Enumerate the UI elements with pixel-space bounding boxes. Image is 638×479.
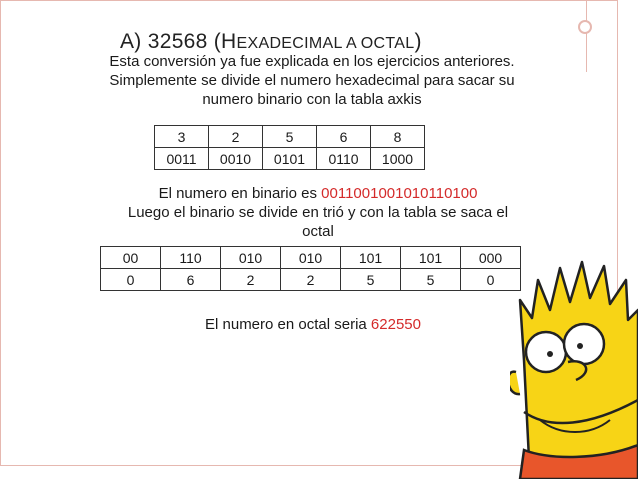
slide-title <box>120 30 422 54</box>
table-cell: 3 <box>155 126 209 148</box>
table-cell: 0110 <box>317 148 371 170</box>
split-line-1: Luego el binario se divide en trió y con la tabla se saca el <box>127 204 509 221</box>
hex-to-binary-table <box>154 125 425 170</box>
table-cell: 0 <box>461 269 521 291</box>
table-cell: 0101 <box>263 148 317 170</box>
table-cell: 010 <box>281 247 341 269</box>
table-cell: 0011 <box>155 148 209 170</box>
binary-to-octal-table <box>100 246 521 291</box>
binary-result-value: 0011001001010110100 <box>321 185 478 202</box>
binary-result-line <box>108 184 528 203</box>
table-cell: 6 <box>317 126 371 148</box>
table-cell: 0010 <box>209 148 263 170</box>
table-cell: 2 <box>221 269 281 291</box>
octal-result-value: 622550 <box>370 316 421 333</box>
octal-result-line <box>205 316 421 333</box>
table-cell: 5 <box>401 269 461 291</box>
binary-result-label: El numero en binario es <box>158 185 322 202</box>
table-cell: 2 <box>281 269 341 291</box>
intro-line-1: Esta conversión ya fue explicada en los ejercicios anteriores. <box>109 53 515 70</box>
octal-result-label: El numero en octal seria <box>205 316 371 333</box>
table-cell: 5 <box>341 269 401 291</box>
table-row <box>155 148 425 170</box>
split-line-2: octal <box>302 223 334 240</box>
intro-line-3: numero binario con la tabla axkis <box>202 91 422 108</box>
title-smallcaps: EXADECIMAL A OCTAL <box>236 35 415 52</box>
title-prefix: A) 32568 (H <box>120 30 237 53</box>
table-cell: 000 <box>461 247 521 269</box>
table-cell: 010 <box>221 247 281 269</box>
table-cell: 5 <box>263 126 317 148</box>
table-cell: 101 <box>341 247 401 269</box>
table-cell: 0 <box>101 269 161 291</box>
table-cell: 8 <box>371 126 425 148</box>
table-cell: 101 <box>401 247 461 269</box>
table-row <box>155 126 425 148</box>
title-suffix: ) <box>414 30 422 53</box>
table-cell: 110 <box>161 247 221 269</box>
intro-line-2: Simplemente se divide el numero hexadecimal para sacar su <box>109 72 515 89</box>
bart-simpson-illustration <box>510 240 638 479</box>
intro-paragraph <box>92 52 532 109</box>
table-row <box>101 247 521 269</box>
table-cell: 00 <box>101 247 161 269</box>
decorative-line <box>586 0 587 72</box>
table-row <box>101 269 521 291</box>
binary-paragraph <box>108 184 528 241</box>
table-cell: 1000 <box>371 148 425 170</box>
table-cell: 6 <box>161 269 221 291</box>
decorative-circle <box>578 20 592 34</box>
table-cell: 2 <box>209 126 263 148</box>
